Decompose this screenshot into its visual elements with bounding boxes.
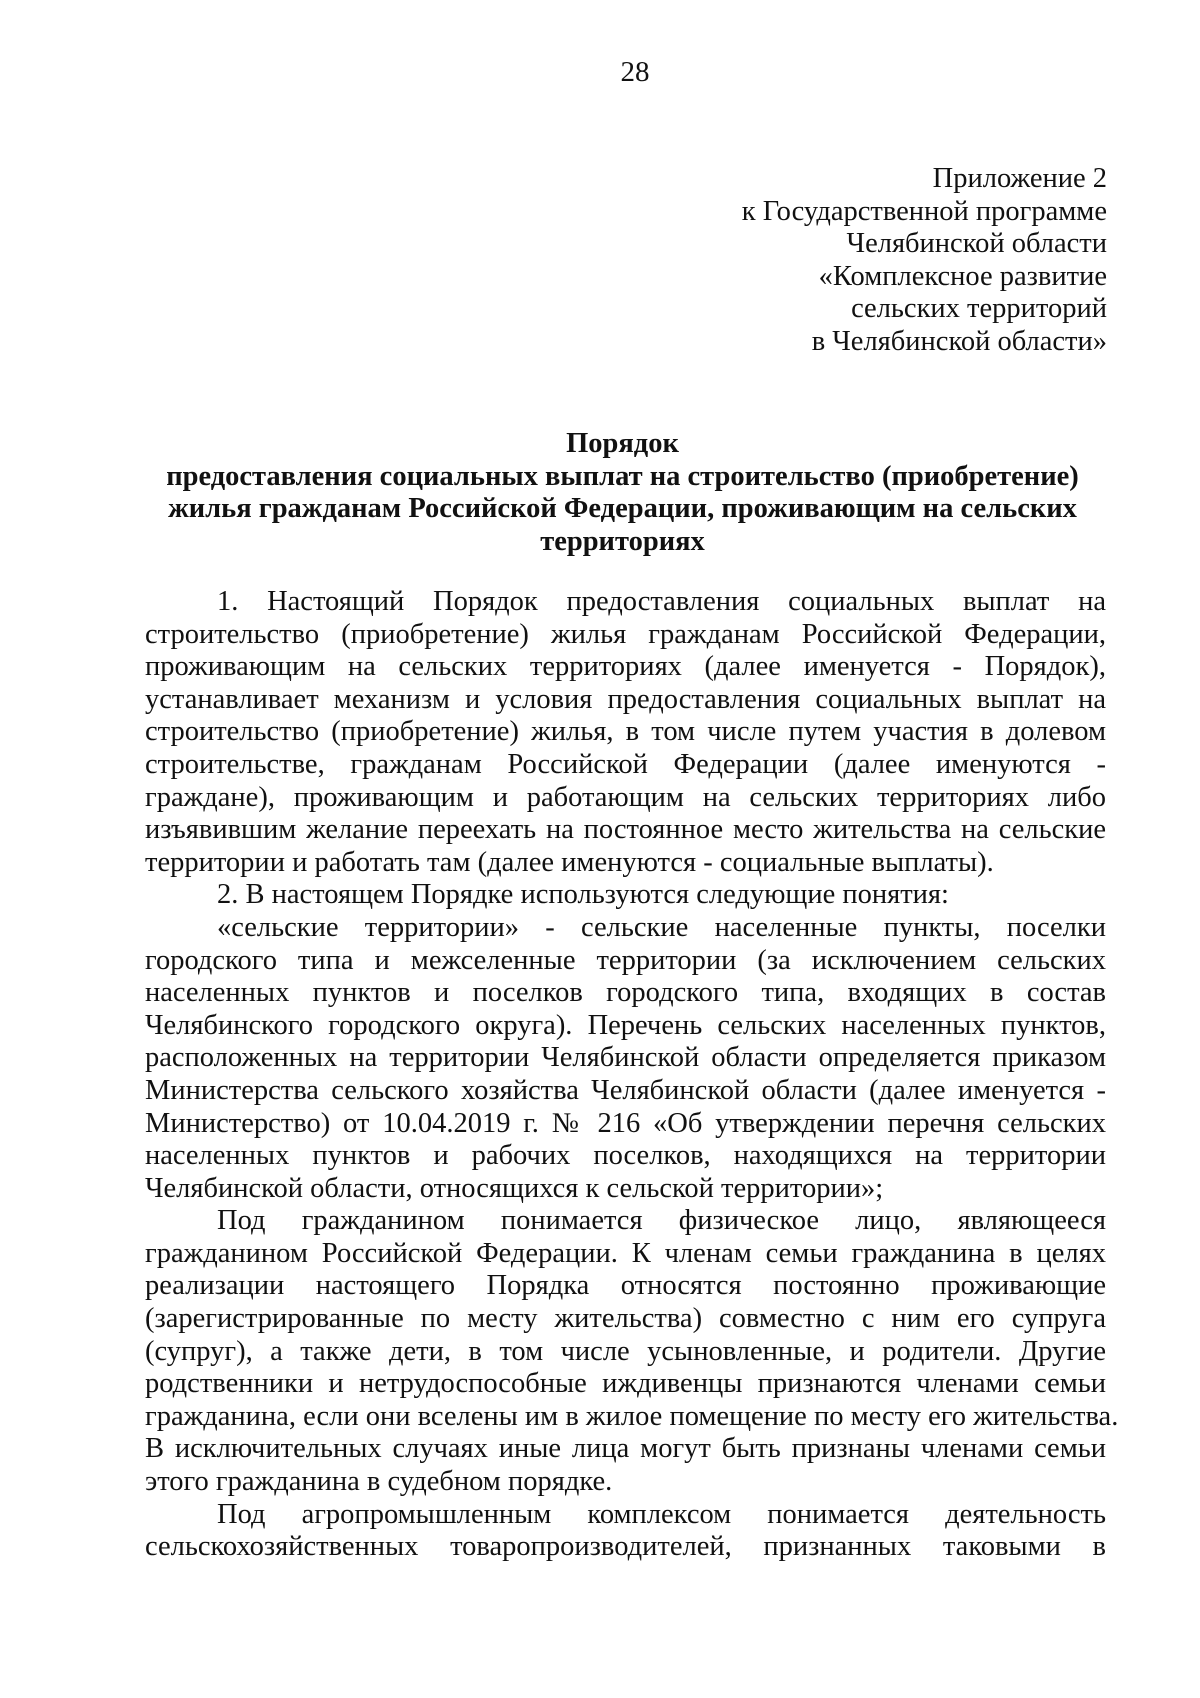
paragraph-line: устанавливает механизм и условия предоставления социальных выплат на <box>145 683 1106 715</box>
paragraph-line: гражданином Российской Федерации. К членам семьи гражданина в целях <box>145 1237 1106 1269</box>
paragraph-line: Под гражданином понимается физическое лицо, являющееся <box>217 1205 1106 1237</box>
document-title <box>140 428 1105 558</box>
paragraph-line: строительство (приобретение) жилья, в том числе путем участия в долевом <box>145 716 1106 748</box>
paragraph-line: Челябинского городского округа). Перечень сельских населенных пунктов, <box>145 1009 1106 1041</box>
paragraph-line: строительство (приобретение) жилья гражданам Российской Федерации, <box>145 618 1106 650</box>
paragraph <box>145 586 1106 879</box>
paragraph-line: расположенных на территории Челябинской области определяется приказом <box>145 1042 1106 1074</box>
paragraph <box>145 1205 1119 1498</box>
paragraph-line: реализации настоящего Порядка относятся постоянно проживающие <box>145 1270 1106 1302</box>
title-line: Порядок <box>566 428 679 459</box>
paragraph-line: Министерства сельского хозяйства Челябинской области (далее именуется - <box>145 1074 1106 1106</box>
appendix-line: Челябинской области <box>846 228 1107 260</box>
appendix-line: сельских территорий <box>851 293 1107 325</box>
paragraph-line: этого гражданина в судебном порядке. <box>145 1466 613 1498</box>
appendix-line: «Комплексное развитие <box>818 260 1107 292</box>
appendix-line: в Челябинской области» <box>811 325 1107 357</box>
paragraph-line: территории и работать там (далее именуются - социальные выплаты). <box>145 846 994 878</box>
appendix-line: к Государственной программе <box>741 195 1107 227</box>
paragraph-line: граждане), проживающим и работающим на сельских территориях либо <box>145 781 1106 813</box>
paragraph <box>145 879 1106 912</box>
paragraph-line: строительстве, гражданам Российской Федерации (далее именуются - <box>145 748 1106 780</box>
paragraph-line: населенных пунктов и рабочих поселков, находящихся на территории <box>145 1140 1106 1172</box>
paragraph-line: (зарегистрированные по месту жительства) совместно с ним его супруга <box>145 1303 1106 1335</box>
paragraph-line: 1. Настоящий Порядок предоставления социальных выплат на <box>217 586 1106 617</box>
page-number: 28 <box>620 56 650 88</box>
paragraph <box>145 1499 1106 1564</box>
paragraph-line: сельскохозяйственных товаропроизводителей, признанных таковыми в <box>145 1531 1106 1563</box>
appendix-line: Приложение 2 <box>932 163 1107 194</box>
paragraph-line: Челябинской области, относящихся к сельской территории»; <box>145 1172 884 1204</box>
paragraph-line: гражданина, если они вселены им в жилое помещение по месту его жительства. <box>145 1400 1119 1432</box>
paragraph-line: (супруг), а также дети, в том числе усыновленные, и родители. Другие <box>145 1335 1106 1367</box>
paragraph-line: городского типа и межселенные территории (за исключением сельских <box>145 944 1106 976</box>
paragraph-line: Под агропромышленным комплексом понимается деятельность <box>217 1498 1106 1530</box>
paragraph-line: родственники и нетрудоспособные иждивенцы признаются членами семьи <box>145 1368 1106 1400</box>
paragraph-line: населенных пунктов и поселков городского типа, входящих в состав <box>145 977 1106 1009</box>
paragraph <box>145 912 1106 1205</box>
paragraph-line: изъявившим желание переехать на постоянное место жительства на сельские <box>145 814 1106 846</box>
title-line: предоставления социальных выплат на строительство (приобретение) <box>166 460 1079 492</box>
paragraph-line: «сельские территории» - сельские населенные пункты, поселки <box>217 911 1106 943</box>
document-body <box>145 586 1119 1564</box>
paragraph-line: проживающим на сельских территориях (далее именуется - Порядок), <box>145 651 1106 683</box>
paragraph-line: 2. В настоящем Порядке используются следующие понятия: <box>217 879 949 911</box>
paragraph-line: В исключительных случаях иные лица могут быть признаны членами семьи <box>145 1433 1106 1465</box>
appendix-header <box>742 163 1107 359</box>
title-line: территориях <box>540 525 705 557</box>
paragraph-line: Министерство) от 10.04.2019 г. № 216 «Об утверждении перечня сельских <box>145 1107 1106 1139</box>
title-line: жилья гражданам Российской Федерации, проживающим на сельских <box>168 493 1077 524</box>
